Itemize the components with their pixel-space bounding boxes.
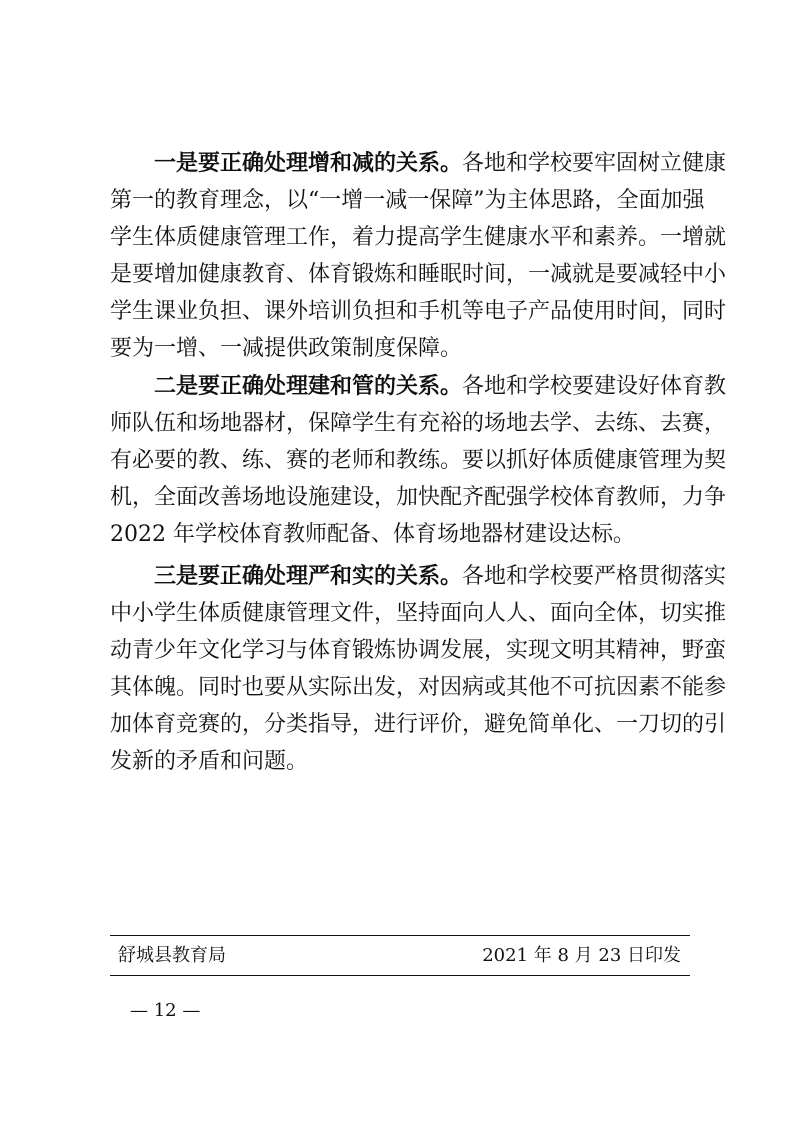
body-paragraph-1 xyxy=(110,145,727,367)
paragraph-line: 其体魄。同时也要从实际出发，对因病或其他不可抗因素不能参 xyxy=(110,675,727,700)
paragraph-line: 有必要的教、练、赛的老师和教练。要以抓好体质健康管理为契 xyxy=(110,448,727,473)
paragraph-text: 各地和学校要严格贯彻落实 xyxy=(462,564,727,589)
paragraph-line: 2022 年学校体育教师配备、体育场地器材建设达标。 xyxy=(110,522,635,547)
paragraph-line: 发新的矛盾和问题。 xyxy=(110,749,309,774)
paragraph-line: 要为一增、一减提供政策制度保障。 xyxy=(110,336,463,361)
paragraph-line: 加体育竞赛的，分类指导，进行评价，避免简单化、一刀切的引 xyxy=(110,712,727,737)
paragraph-lead-heading: 一是要正确处理增和减的关系。 xyxy=(154,151,463,176)
body-paragraph-3 xyxy=(110,558,727,780)
paragraph-first-line xyxy=(110,145,727,182)
issue-date: 2021 年 8 月 23 日印发 xyxy=(482,945,681,966)
paragraph-lead-heading: 三是要正确处理严和实的关系。 xyxy=(154,564,463,589)
paragraph-line: 师队伍和场地器材，保障学生有充裕的场地去学、去练、去赛， xyxy=(110,411,727,436)
page-number: — 12 — xyxy=(130,1000,201,1021)
paragraph-line: 学生体质健康管理工作，着力提高学生健康水平和素养。一增就 xyxy=(110,225,727,250)
footer-top-rule xyxy=(110,935,690,936)
paragraph-line: 机，全面改善场地设施建设，加快配齐配强学校体育教师，力争 xyxy=(110,485,727,510)
body-paragraph-2 xyxy=(110,368,727,553)
paragraph-lead-heading: 二是要正确处理建和管的关系。 xyxy=(154,374,463,399)
paragraph-first-line xyxy=(110,558,727,595)
paragraph-line: 中小学生体质健康管理文件，坚持面向人人、面向全体，切实推 xyxy=(110,601,727,626)
issuer-name: 舒城县教育局 xyxy=(118,945,226,966)
paragraph-text: 各地和学校要牢固树立健康 xyxy=(462,151,727,176)
paragraph-text: 各地和学校要建设好体育教 xyxy=(462,374,727,399)
paragraph-line: 学生课业负担、课外培训负担和手机等电子产品使用时间，同时 xyxy=(110,299,727,324)
paragraph-line: 动青少年文化学习与体育锻炼协调发展，实现文明其精神，野蛮 xyxy=(110,638,727,663)
paragraph-first-line xyxy=(110,368,727,405)
paragraph-line: 是要增加健康教育、体育锻炼和睡眠时间，一减就是要减轻中小 xyxy=(110,262,727,287)
footer-bottom-rule xyxy=(110,975,690,976)
paragraph-line: 第一的教育理念，以“一增一减一保障”为主体思路，全面加强 xyxy=(110,188,705,213)
